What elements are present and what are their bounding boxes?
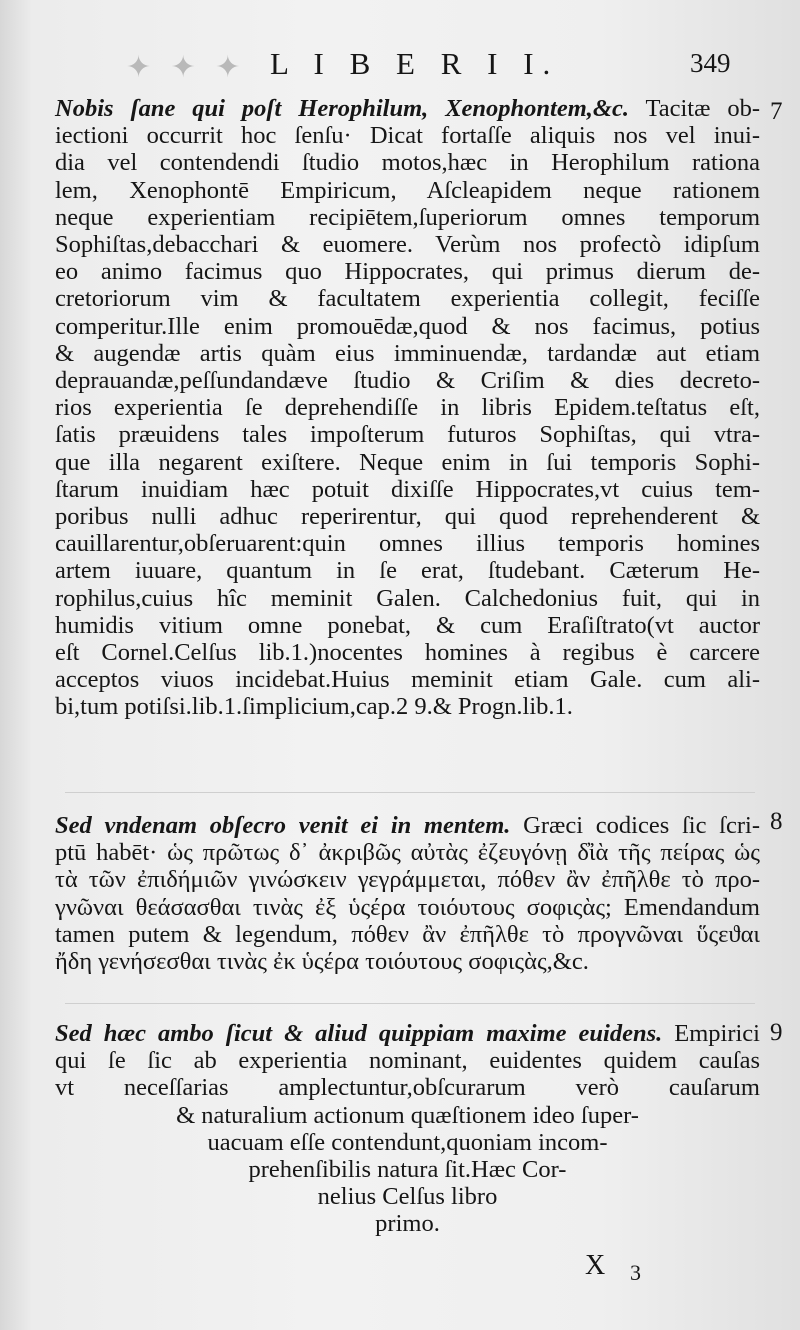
note-7-line: ſatis præuidens tales impoſterum futuros Sophiſtas, qui vtra- — [55, 421, 760, 449]
note-9-line: qui ſe ſic ab experientia nominant, euidentes quidem cauſas — [55, 1047, 760, 1075]
note-7-paragraph — [55, 95, 760, 721]
page-header — [0, 46, 800, 86]
note-7-line: neque experientiam recipiētem,ſuperiorum omnes temporum — [55, 203, 760, 231]
note-8-line: tamen putem & legendum, πόθεν ἂν ἐπῆλθε τὸ προγνῶναι ὕςεϑαι — [55, 920, 760, 948]
show-through-text-left: ✦ ✦ ✦ — [120, 51, 241, 84]
note-7-line: eo animo facimus quo Hippocrates, qui primus dierum de- — [55, 258, 760, 286]
note-7-line: rios experientia ſe deprehendiſſe in libris Epidem.teſtatus eſt, — [55, 394, 760, 422]
note-9-paragraph — [55, 1020, 760, 1238]
note-7-line: dia vel contendendi ſtudio motos,hæc in Herophilum rationa — [55, 149, 760, 177]
note-7-line: lem, Xenophontē Empiricum, Aſcleapidem neque rationem — [55, 176, 760, 204]
note-8-last-line: ἤδη γενήσεσθαι τινὰς ἐκ ὑςέρα τοιόυτους σοφιςὰς,&c. — [55, 948, 589, 976]
note-7-line: poribus nulli adhuc reperirentur, qui quod reprehenderent & — [55, 503, 760, 531]
note-8-paragraph — [55, 812, 760, 975]
signature-number: 3 — [630, 1260, 641, 1285]
note-7-lemma: Nobis ſane qui poſt Herophilum, Xenophontem,&c. — [55, 95, 629, 122]
note-7-first-line — [55, 95, 760, 122]
note-9-first-line-rest: Empirici — [674, 1020, 760, 1047]
note-9-tail-line: & naturalium actionum quæſtionem ideo ſuper- — [176, 1101, 639, 1129]
note-7-first-line-rest: Tacitæ ob- — [645, 95, 760, 122]
note-7-line: artem iuuare, quantum in ſe erat, ſtudebant. Cæterum He- — [55, 557, 760, 585]
note-8-first-line — [55, 812, 760, 839]
note-9-line: vt neceſſarias amplectuntur,obſcurarum verò cauſarum — [55, 1074, 760, 1102]
note-7-line: cauillarentur,obſeruarent:quin omnes illius temporis homines — [55, 530, 760, 558]
page-number: 349 — [690, 48, 731, 78]
note-marker-7: 7 — [770, 98, 783, 125]
note-8-line: τὰ τῶν ἐπιδήμιῶν γινώσκειν γεγράμμεται, πόθεν ἂν ἐπῆλθε τὸ προ- — [55, 866, 760, 894]
note-marker-8: 8 — [770, 808, 783, 835]
note-9-tail-line: primo. — [375, 1210, 440, 1238]
note-9-tail-line: uacuam eſſe contendunt,quoniam incom- — [207, 1128, 608, 1156]
note-marker-9: 9 — [770, 1019, 783, 1046]
note-7-line: que illa negarent exiſtere. Neque enim in ſui temporis Sophi- — [55, 448, 760, 476]
note-7-line: ſtarum inuidiam hæc potuit dixiſſe Hippocrates,vt cuius tem- — [55, 475, 760, 503]
note-7-line: & augendæ artis quàm eius imminuendæ, tardandæ aut etiam — [55, 339, 760, 367]
note-8-first-line-rest: Græci codices ſic ſcri- — [523, 812, 760, 839]
note-7-line: Sophiſtas,debacchari & euomere. Verùm nos profectò idipſum — [55, 231, 760, 259]
note-9-tail-line: nelius Celſus libro — [317, 1183, 498, 1211]
note-9-first-line — [55, 1020, 760, 1047]
note-7-line: eſt Cornel.Celſus lib.1.)nocentes homines à regibus è carcere — [55, 639, 760, 667]
running-head: L I B E R I I. — [270, 46, 560, 81]
note-7-line: iectioni occurrit hoc ſenſu· Dicat fortaſſe aliquis nos vel inui- — [55, 122, 760, 150]
note-7-line: deprauandæ,peſſundandæve ſtudio & Criſim & dies decreto- — [55, 367, 760, 395]
note-7-line: cretoriorum vim & facultatem experientia collegit, feciſſe — [55, 285, 760, 313]
signature-mark: X — [585, 1250, 606, 1281]
note-7-line: rophilus,cuius hîc meminit Galen. Calchedonius fuit, qui in — [55, 584, 760, 612]
note-8-line: ptū habēt· ὡς πρῶτως δ᾽ ἀκριβῶς αὐτὰς ἐζευγόνῃ δ̓ἰὰ τῆς πείρας ὡς — [55, 839, 760, 867]
note-7-line: comperitur.Ille enim promouēdæ,quod & nos facimus, potius — [55, 312, 760, 340]
note-8-line: γνῶναι θεάσασθαι τινὰς ἐξ ὑςέρα τοιόυτους σοφιςὰς; Emendandum — [55, 893, 760, 921]
note-9-tail-line: prehenſibilis natura ſit.Hæc Cor- — [248, 1156, 567, 1184]
note-7-line: acceptos viuos incidebat.Huius meminit etiam Gale. cum ali- — [55, 666, 760, 694]
note-8-lemma: Sed vndenam obſecro venit ei in mentem. — [55, 812, 511, 839]
note-7-line: humidis vitium omne ponebat, & cum Eraſiſtrato(vt auctor — [55, 611, 760, 639]
section-separator — [65, 1003, 755, 1004]
note-9-lemma: Sed hæc ambo ſicut & aliud quippiam maxime euidens. — [55, 1020, 663, 1047]
section-separator — [65, 792, 755, 793]
note-7-last-line: bi,tum potiſsi.lib.1.ſimplicium,cap.2 9.& Progn.lib.1. — [55, 693, 573, 721]
